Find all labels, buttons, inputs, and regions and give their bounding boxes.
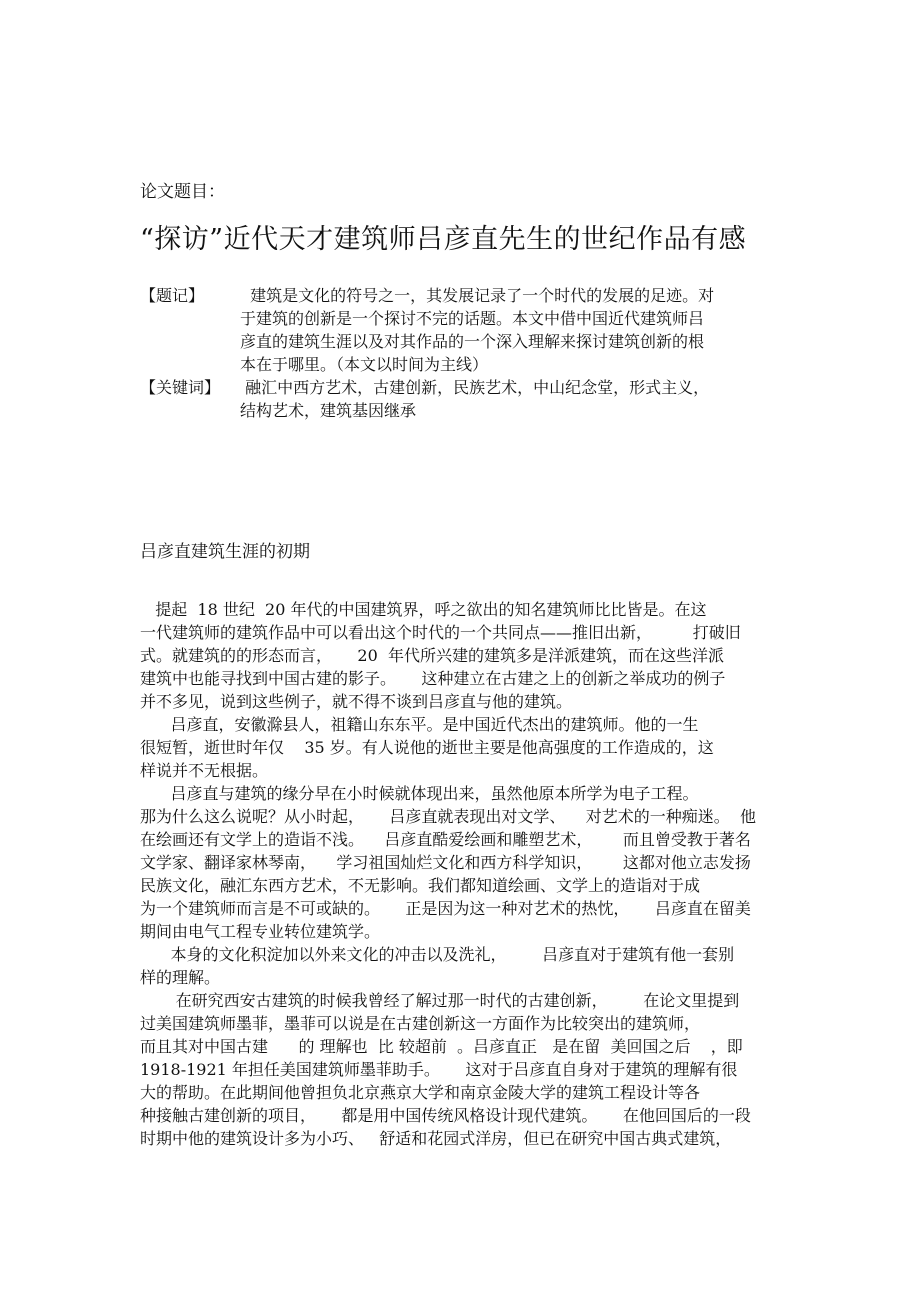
abstract-line: 本在于哪里。（本文以时间为主线） [240, 355, 489, 374]
body-line: 种接触古建创新的项目， 都是用中国传统风格设计现代建筑。 在他回国后的一段 [140, 1106, 751, 1125]
body-line: 很短暂，逝世时年仅 35 岁。有人说他的逝世主要是他高强度的工作造成的，这 [140, 738, 714, 757]
keywords-tag: 【关键词】 [140, 378, 221, 397]
abstract-line: 于建筑的创新是一个探讨不完的话题。本文中借中国近代建筑师吕 [240, 309, 705, 328]
body-line: 而且其对中国古建 的 理解也 比 较超前 。吕彦直正 是在留 美回国之后 ，即 [140, 1037, 743, 1056]
keywords-line: 结构艺术，建筑基因继承 [240, 401, 417, 420]
body-line: 一代建筑师的建筑作品中可以看出这个时代的一个共同点——推旧出新， 打破旧 [140, 623, 741, 642]
body-line: 建筑中也能寻找到中国古建的影子。 这种建立在古建之上的创新之举成功的例子 [140, 669, 726, 688]
body-line: 民族文化，融汇东西方艺术，不无影响。我们都知道绘画、文学上的造诣对于成 [140, 876, 701, 895]
abstract-line: 彦直的建筑生涯以及对其作品的一个深入理解来探讨建筑创新的根 [240, 332, 705, 351]
thesis-title-label: 论文题目： [140, 182, 225, 202]
body-line: 样的理解。 [140, 968, 221, 987]
keywords-line: 融汇中西方艺术，古建创新，民族艺术，中山纪念堂，形式主义， [240, 378, 710, 397]
body-line: 并不多见，说到这些例子，就不得不谈到吕彦直与他的建筑。 [140, 692, 573, 711]
abstract-tag: 【题记】 [140, 286, 205, 305]
body-line: 大的帮助。在此期间他曾担负北京燕京大学和南京金陵大学的建筑工程设计等各 [140, 1083, 701, 1102]
body-line: 过美国建筑师墨菲，墨菲可以说是在古建创新这一方面作为比较突出的建筑师， [140, 1014, 701, 1033]
keywords-text [240, 376, 709, 422]
body-line: 提起 18 世纪 20 年代的中国建筑界，呼之欲出的知名建筑师比比皆是。在这 [140, 600, 707, 619]
body-line: 在绘画还有文学上的造诣不浅。 吕彦直酷爱绘画和雕塑艺术， 而且曾受教于著名 [140, 830, 751, 849]
body-line: 期间由电气工程专业转位建筑学。 [140, 922, 381, 941]
body-text [140, 598, 756, 1150]
section-heading: 吕彦直建筑生涯的初期 [140, 542, 310, 562]
abstract-line: 建筑是文化的符号之一，其发展记录了一个时代的发展的足迹。对 [240, 286, 715, 305]
body-line: 吕彦直，安徽滁县人，祖籍山东东平。是中国近代杰出的建筑师。他的一生 [140, 715, 699, 734]
thesis-title: “探访”近代天才建筑师吕彦直先生的世纪作品有感 [140, 224, 747, 255]
body-line: 吕彦直与建筑的缘分早在小时候就体现出来，虽然他原本所学为电子工程。 [140, 784, 699, 803]
body-line: 为一个建筑师而言是不可或缺的。 正是因为这一种对艺术的热忱， 吕彦直在留美 [140, 899, 751, 918]
body-line: 式。就建筑的的形态而言， 20 年代所兴建的建筑多是洋派建筑，而在这些洋派 [140, 646, 724, 665]
body-line: 1918-1921 年担任美国建筑师墨菲助手。 这对于吕彦直自身对于建筑的理解有很 [140, 1060, 738, 1079]
body-line: 时期中他的建筑设计多为小巧、 舒适和花园式洋房，但已在研究中国古典式建筑， [140, 1129, 732, 1148]
body-line: 文学家、翻译家林琴南， 学习祖国灿烂文化和西方科学知识， 这都对他立志发扬 [140, 853, 751, 872]
body-line: 本身的文化积淀加以外来文化的冲击以及洗礼， 吕彦直对于建筑有他一套别 [140, 945, 735, 964]
body-line: 样说并不无根据。 [140, 761, 269, 780]
abstract-text [240, 284, 714, 376]
body-line: 在研究西安古建筑的时候我曾经了解过那一时代的古建创新， 在论文里提到 [140, 991, 740, 1010]
body-line: 那为什么这么说呢？从小时起， 吕彦直就表现出对文学、 对艺术的一种痴迷。 他 [140, 807, 756, 826]
